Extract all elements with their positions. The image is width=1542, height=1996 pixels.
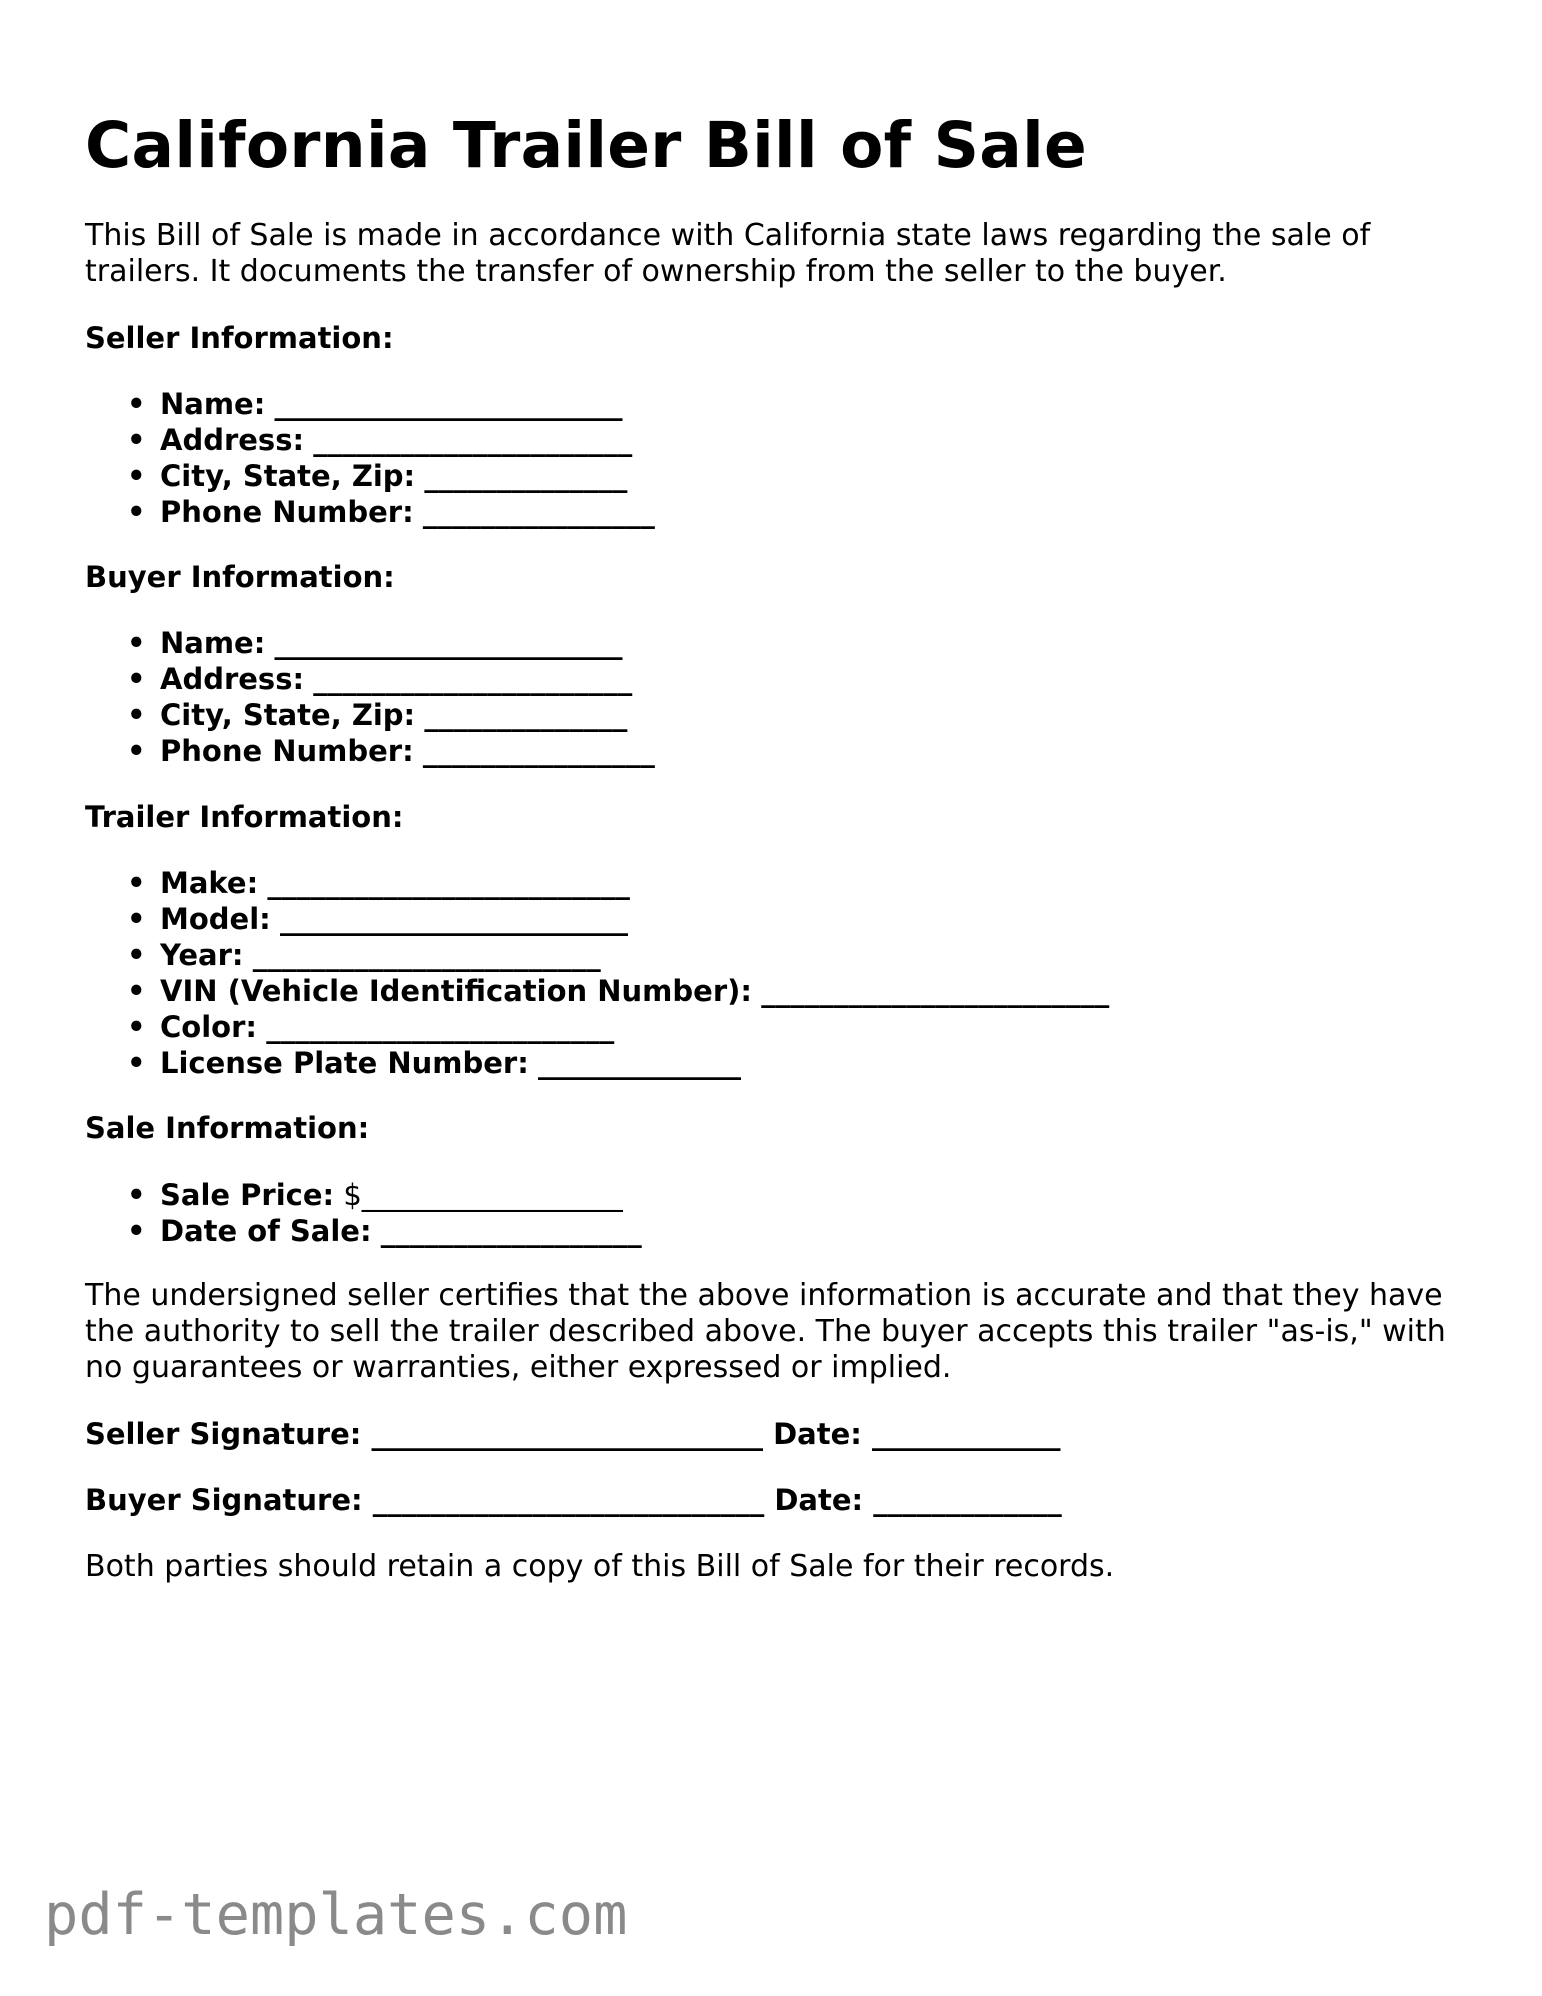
document-title: California Trailer Bill of Sale xyxy=(85,109,1088,182)
buyer-address-field: • Address: ______________________ xyxy=(85,661,655,697)
seller-city-state-zip-field: • City, State, Zip: ______________ xyxy=(85,458,655,494)
trailer-make-field: • Make: _________________________ xyxy=(85,865,1109,901)
certification-paragraph: The undersigned seller certifies that the above information is accurate and that they have the authority to sell the trailer described above. The buyer accepts this trailer "as-is," with no guarantees or warranties, either expressed or implied. xyxy=(85,1278,1446,1385)
trailer-license-plate-field: • License Plate Number: ______________ xyxy=(85,1045,1109,1081)
seller-signature-line: Seller Signature: ___________________________ Date: _____________ xyxy=(85,1417,1061,1451)
buyer-signature-line: Buyer Signature: ___________________________ Date: _____________ xyxy=(85,1483,1062,1517)
sale-price-field: • Sale Price: $__________________ xyxy=(85,1177,642,1213)
sale-date-field: • Date of Sale: __________________ xyxy=(85,1213,642,1249)
trailer-model-field: • Model: ________________________ xyxy=(85,901,1109,937)
trailer-vin-field: • VIN (Vehicle Identification Number): ________________________ xyxy=(85,973,1109,1009)
trailer-color-field: • Color: ________________________ xyxy=(85,1009,1109,1045)
seller-field-list xyxy=(85,386,655,530)
buyer-phone-field: • Phone Number: ________________ xyxy=(85,733,655,769)
trailer-section-heading: Trailer Information: xyxy=(85,800,404,834)
seller-name-field: • Name: ________________________ xyxy=(85,386,655,422)
sale-field-list xyxy=(85,1177,642,1249)
watermark: pdf-templates.com xyxy=(44,1882,628,1948)
trailer-field-list xyxy=(85,865,1109,1081)
intro-paragraph: This Bill of Sale is made in accordance with California state laws regarding the sale of trailers. It documents the transfer of ownership from the seller to the buyer. xyxy=(85,218,1371,289)
buyer-name-field: • Name: ________________________ xyxy=(85,625,655,661)
buyer-section-heading: Buyer Information: xyxy=(85,560,395,594)
seller-section-heading: Seller Information: xyxy=(85,321,394,355)
closing-paragraph: Both parties should retain a copy of this Bill of Sale for their records. xyxy=(85,1549,1115,1584)
trailer-year-field: • Year: ________________________ xyxy=(85,937,1109,973)
sale-section-heading: Sale Information: xyxy=(85,1111,370,1145)
seller-phone-field: • Phone Number: ________________ xyxy=(85,494,655,530)
seller-address-field: • Address: ______________________ xyxy=(85,422,655,458)
buyer-field-list xyxy=(85,625,655,769)
buyer-city-state-zip-field: • City, State, Zip: ______________ xyxy=(85,697,655,733)
